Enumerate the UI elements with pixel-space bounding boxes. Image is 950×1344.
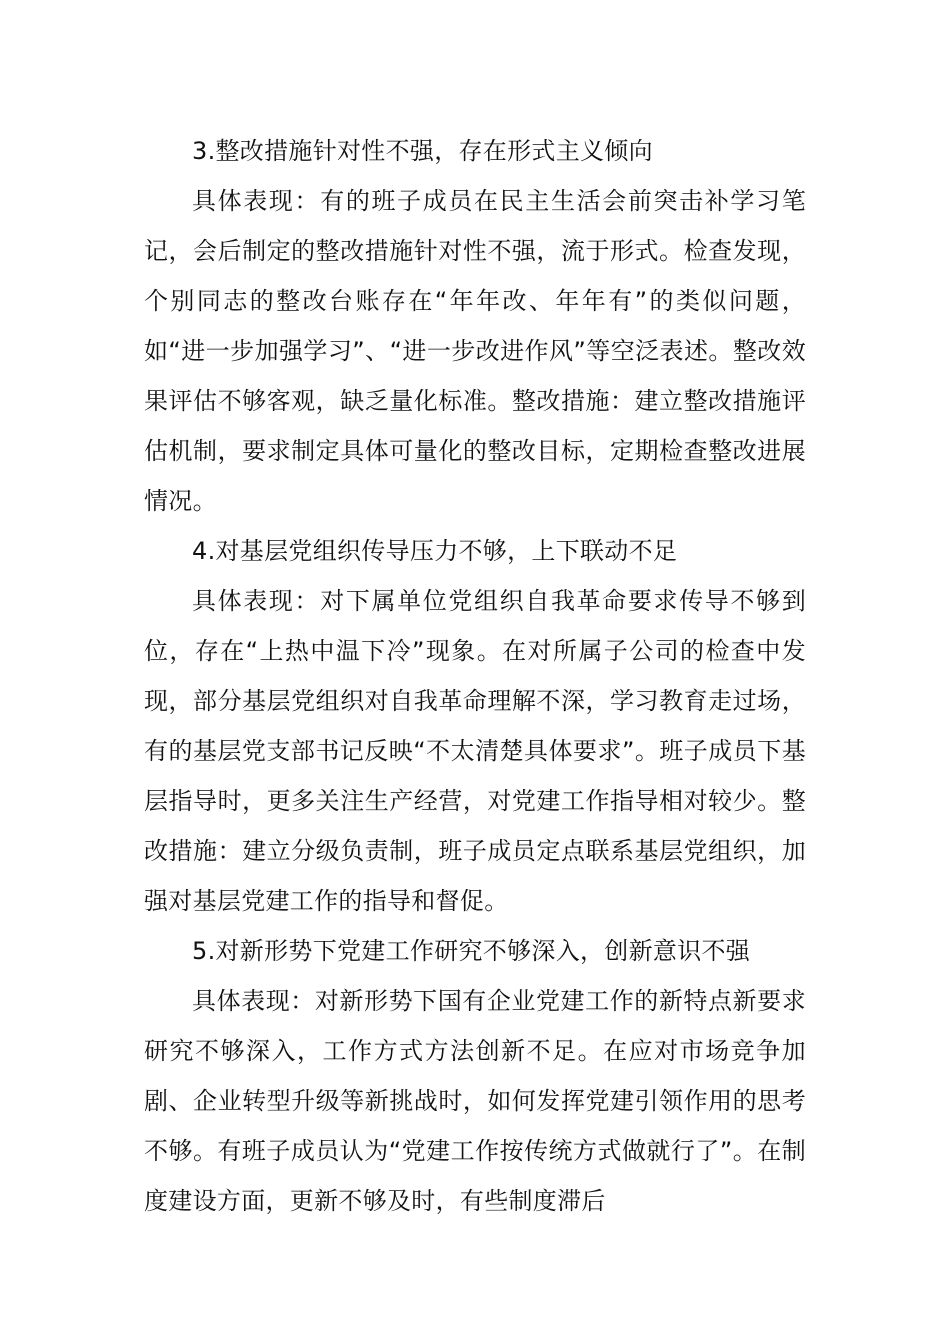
section-heading-5: 5.对新形势下党建工作研究不够深入，创新意识不强 [192, 937, 751, 965]
section-heading-4: 4.对基层党组织传导压力不够，上下联动不足 [192, 537, 678, 565]
document-body [144, 126, 806, 1226]
section-heading-3: 3.整改措施针对性不强，存在形式主义倾向 [192, 137, 653, 165]
body-paragraph-5: 具体表现：对新形势下国有企业党建工作的新特点新要求研究不够深入，工作方式方法创新不足。在应对市场竞争加剧、企业转型升级等新挑战时，如何发挥党建引领作用的思考不够。有班子成员认为“党建工作按传统方式做就行了”。在制度建设方面，更新不够及时，有些制度滞后 [144, 987, 806, 1215]
body-paragraph-3: 具体表现：有的班子成员在民主生活会前突击补学习笔记，会后制定的整改措施针对性不强，流于形式。检查发现，个别同志的整改台账存在“年年改、年年有”的类似问题，如“进一步加强学习”、“进一步改进作风”等空泛表述。整改效果评估不够客观，缺乏量化标准。整改措施：建立整改措施评估机制，要求制定具体可量化的整改目标，定期检查整改进展情况。 [144, 187, 806, 515]
body-paragraph-4: 具体表现：对下属单位党组织自我革命要求传导不够到位，存在“上热中温下冷”现象。在对所属子公司的检查中发现，部分基层党组织对自我革命理解不深，学习教育走过场，有的基层党支部书记反映“不太清楚具体要求”。班子成员下基层指导时，更多关注生产经营，对党建工作指导相对较少。整改措施：建立分级负责制，班子成员定点联系基层党组织，加强对基层党建工作的指导和督促。 [144, 587, 806, 915]
